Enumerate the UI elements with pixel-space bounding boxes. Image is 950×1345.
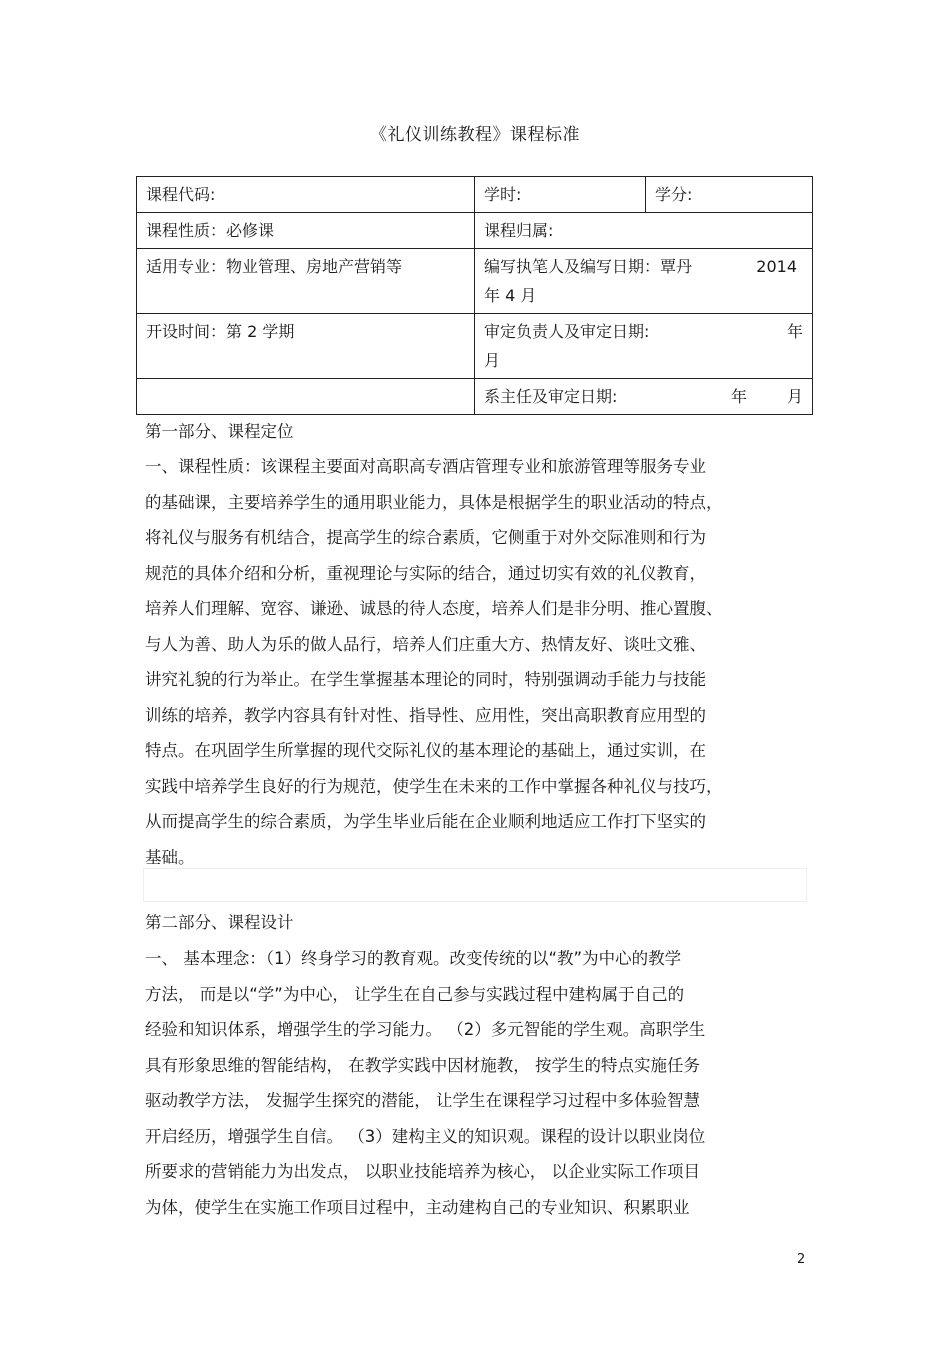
hours-cell: 学时: (475, 177, 646, 213)
table-row (137, 177, 813, 213)
text-line: 经验和知识体系，增强学生的学习能力。 （2）多元智能的学生观。高职学生 (145, 1020, 706, 1039)
director-month: 月 (786, 387, 803, 406)
author-year: 2014 (756, 257, 797, 276)
text-line: 为体，使学生在实施工作项目过程中，主动建构自己的专业知识、积累职业 (145, 1197, 690, 1217)
director-cell (475, 379, 813, 415)
applicable-major-cell: 适用专业：物业管理、房地产营销等 (137, 249, 475, 314)
part1-heading: 第一部分、课程定位 (145, 422, 294, 441)
reviewer-label: 审定负责人及审定日期: (484, 322, 650, 341)
director-year: 年 (730, 387, 747, 406)
text-line: 基础。 (145, 847, 195, 867)
text-line: 开启经历，增强学生自信。 （3）建构主义的知识观。课程的设计以职业岗位 (145, 1126, 706, 1146)
author-cell (475, 249, 813, 314)
author-label: 编写执笔人及编写日期：覃丹 (484, 257, 693, 276)
course-info-table (136, 176, 813, 415)
part2-heading: 第二部分、课程设计 (145, 913, 294, 932)
author-month: 年 4 月 (484, 286, 537, 305)
text-line: 与人为善、助人为乐的做人品行，培养人们庄重大方、热情友好、谈吐文雅、 (145, 634, 706, 654)
document-title: 《礼仪训练教程》课程标准 (370, 125, 580, 145)
course-code-cell: 课程代码: (137, 177, 475, 213)
text-line: 方法， 而是以“学”为中心， 让学生在自己参与实践过程中建构属于自己的 (145, 984, 685, 1004)
text-line: 特点。在巩固学生所掌握的现代交际礼仪的基本理论的基础上，通过实训，在 (145, 741, 706, 760)
table-row (137, 379, 813, 415)
reviewer-month: 月 (484, 351, 501, 370)
reviewer-line (484, 317, 803, 346)
text-line: 讲究礼貌的行为举止。在学生掌握基本理论的同时，特别强调动手能力与技能 (145, 670, 706, 689)
director-line (484, 382, 803, 411)
text-line: 将礼仪与服务有机结合，提高学生的综合素质，它侧重于对外交际准则和行为 (145, 528, 706, 547)
credits-cell: 学分: (646, 177, 813, 213)
reviewer-year: 年 (786, 322, 803, 341)
scan-artifact (143, 868, 807, 902)
text-line: 培养人们理解、宽容、谦逊、诚恳的待人态度，培养人们是非分明、推心置腹、 (145, 599, 723, 618)
text-line: 训练的培养，教学内容具有针对性、指导性、应用性，突出高职教育应用型的 (145, 705, 706, 725)
table-row (137, 249, 813, 314)
director-label: 系主任及审定日期: (484, 387, 618, 406)
text-line: 具有形象思维的智能结构， 在教学实践中因材施教， 按学生的特点实施任务 (145, 1055, 700, 1075)
part2-paragraph (145, 941, 775, 1225)
text-line: 实践中培养学生良好的行为规范，使学生在未来的工作中掌握各种礼仪与技巧， (145, 776, 723, 796)
course-belongs-cell: 课程归属: (475, 213, 813, 249)
empty-cell (137, 379, 475, 415)
course-nature-cell: 课程性质：必修课 (137, 213, 475, 249)
table-row (137, 213, 813, 249)
text-line: 所要求的营销能力为出发点， 以职业技能培养为核心， 以企业实际工作项目 (145, 1162, 700, 1181)
text-line: 一、 基本理念：（1）终身学习的教育观。改变传统的以“教”为中心的教学 (145, 949, 682, 968)
text-line: 的基础课，主要培养学生的通用职业能力，具体是根据学生的职业活动的特点， (145, 492, 723, 512)
text-line: 一、课程性质：该课程主要面对高职高专酒店管理专业和旅游管理等服务专业 (145, 457, 706, 476)
reviewer-cell (475, 314, 813, 379)
author-line (484, 252, 803, 281)
page-number: 2 (797, 1252, 806, 1267)
text-line: 驱动教学方法， 发掘学生探究的潜能， 让学生在课程学习过程中多体验智慧 (145, 1091, 700, 1110)
director-date (731, 382, 803, 411)
text-line: 规范的具体介绍和分析，重视理论与实际的结合，通过切实有效的礼仪教育， (145, 563, 706, 583)
text-line: 从而提高学生的综合素质，为学生毕业后能在企业顺利地适应工作打下坚实的 (145, 812, 706, 831)
term-cell: 开设时间：第 2 学期 (137, 314, 475, 379)
table-row (137, 314, 813, 379)
part1-paragraph (145, 449, 775, 875)
